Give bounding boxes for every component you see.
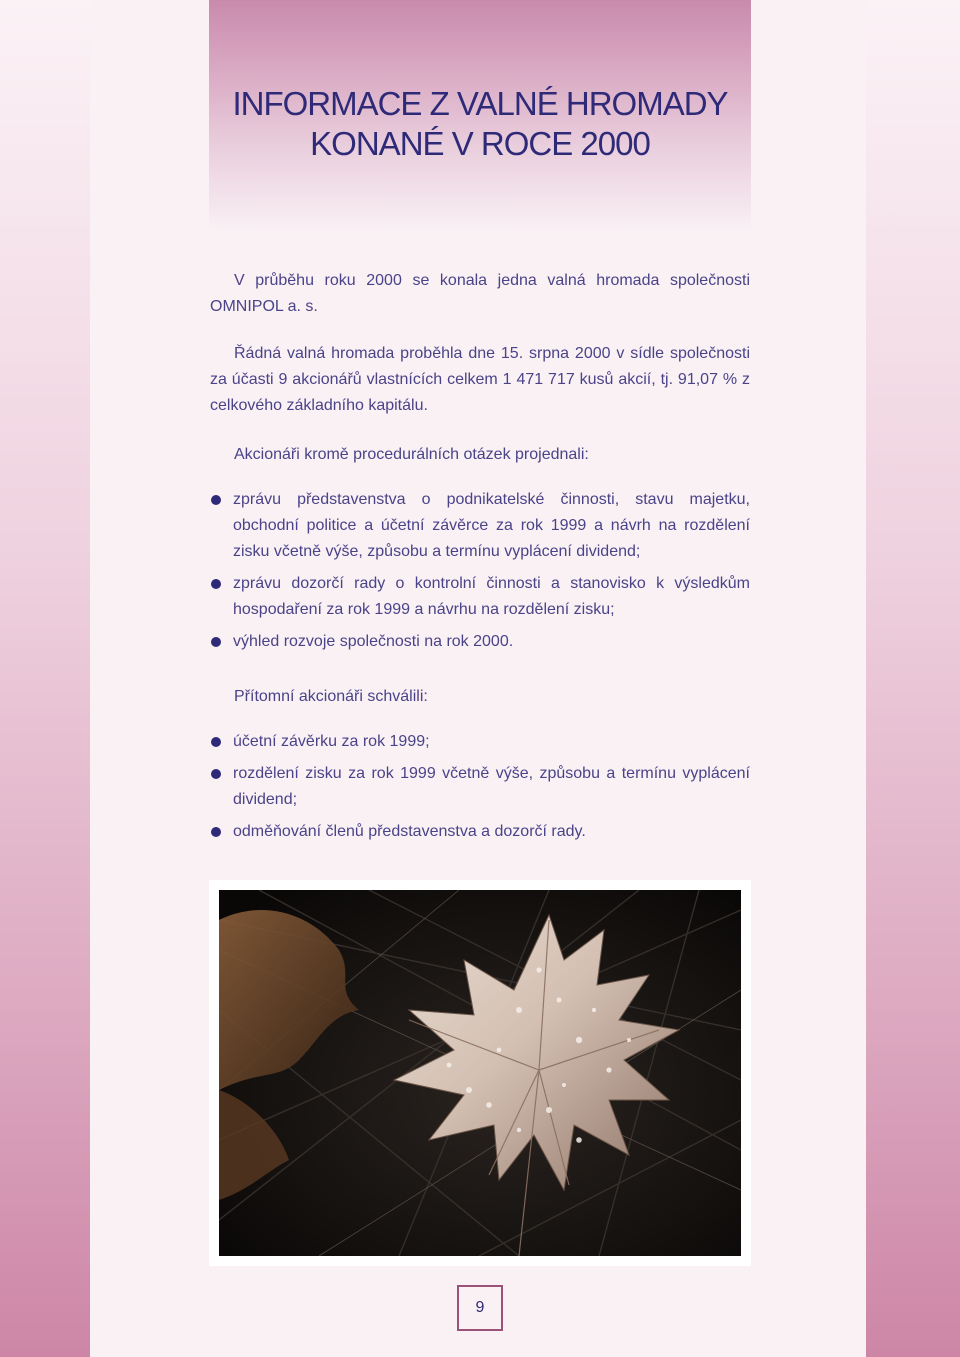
photo-frame — [209, 880, 751, 1266]
left-margin-gradient — [0, 0, 90, 1357]
right-margin-gradient — [866, 0, 960, 1357]
paragraph-intro: V průběhu roku 2000 se konala jedna valná hromada společnosti OMNIPOL a. s. — [210, 272, 750, 315]
list-item: výhled rozvoje společnosti na rok 2000. — [210, 629, 750, 655]
page-title — [209, 84, 751, 164]
maple-leaf-photo — [219, 890, 741, 1256]
paragraph-meeting: Řádná valná hromada proběhla dne 15. srpna 2000 v sídle společnosti za účasti 9 akcionářů vlastnících celkem 1 471 717 kusů akcií, tj. 91,07 % z celkového základního kapitálu. — [210, 345, 750, 414]
title-line-1: INFORMACE Z VALNÉ HROMADY — [232, 85, 728, 122]
page-number: 9 — [457, 1285, 503, 1331]
list-item: zprávu dozorčí rady o kontrolní činnosti a stanovisko k výsledkům hospodaření za rok 1999 a návrhu na rozdělení zisku; — [210, 571, 750, 623]
approved-list — [210, 729, 750, 845]
agenda-list — [210, 487, 750, 655]
list-item: účetní závěrku za rok 1999; — [210, 729, 750, 755]
title-line-2: KONANÉ V ROCE 2000 — [310, 125, 650, 162]
list-item: rozdělení zisku za rok 1999 včetně výše, způsobu a termínu vyplácení dividend; — [210, 761, 750, 813]
main-content — [210, 268, 750, 851]
list-item: odměňování členů představenstva a dozorčí rady. — [210, 819, 750, 845]
agenda-intro: Akcionáři kromě procedurálních otázek projednali: — [234, 446, 589, 463]
approved-intro: Přítomní akcionáři schválili: — [234, 688, 428, 705]
list-item: zprávu představenstva o podnikatelské činnosti, stavu majetku, obchodní politice a účetní závěrce za rok 1999 a návrh na rozdělení zisku včetně výše, způsobu a termínu vyplácení dividend; — [210, 487, 750, 565]
